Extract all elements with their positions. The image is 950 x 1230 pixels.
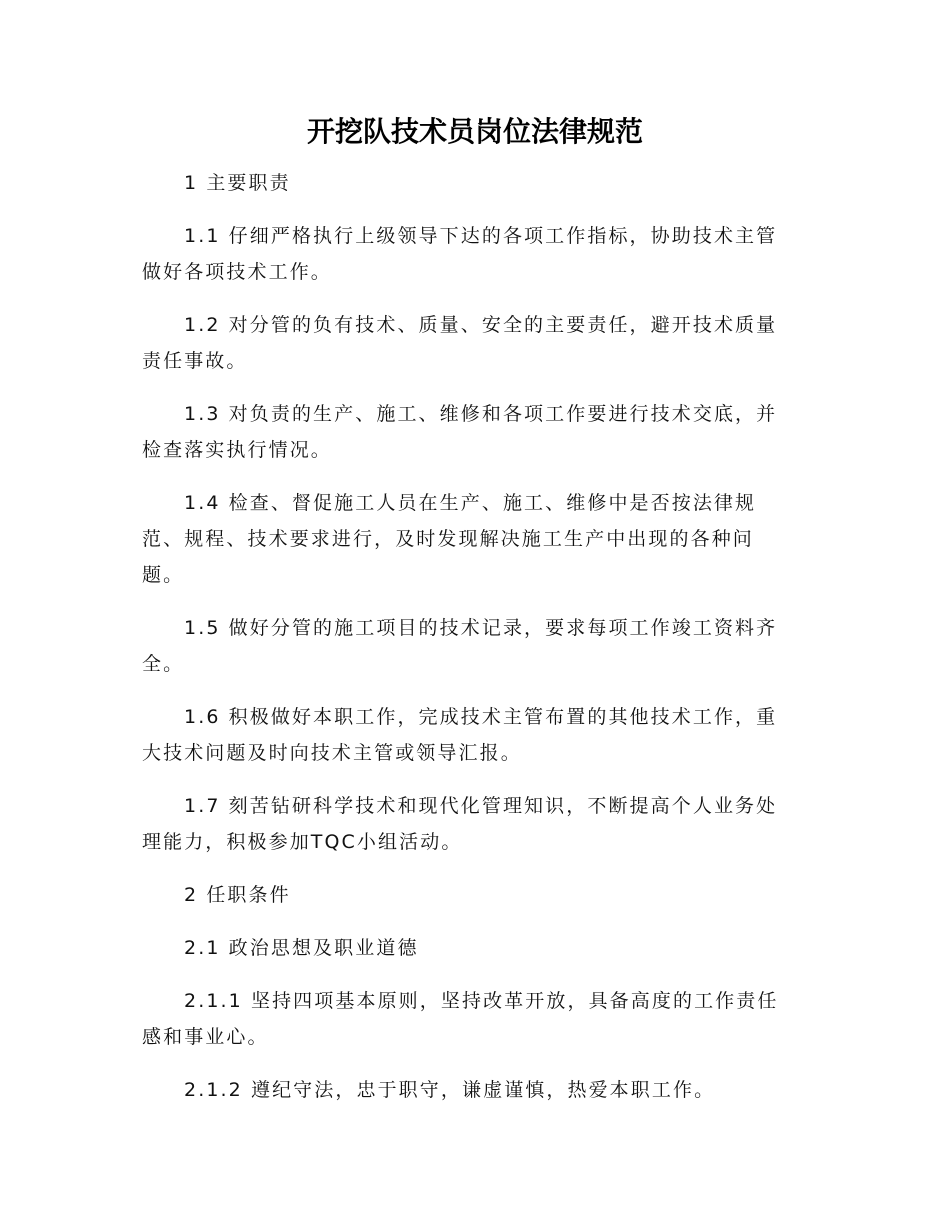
paragraph: 2.1.1 坚持四项基本原则，坚持改革开放，具备高度的工作责任感和事业心。	[142, 990, 779, 1048]
paragraph: 1.1 仔细严格执行上级领导下达的各项工作指标，协助技术主管做好各项技术工作。	[142, 225, 778, 283]
paragraph: 1.7 刻苦钻研科学技术和现代化管理知识，不断提高个人业务处理能力，积极参加TQC小组活动。	[142, 795, 778, 853]
document-title: 开挖队技术员岗位法律规范	[306, 115, 643, 148]
paragraph: 1.5 做好分管的施工项目的技术记录，要求每项工作竣工资料齐全。	[142, 617, 778, 675]
paragraph: 1.4 检查、督促施工人员在生产、施工、维修中是否按法律规范、规程、技术要求进行，及时发现解决施工生产中出现的各种问题。	[142, 492, 757, 586]
paragraph: 1.6 积极做好本职工作，完成技术主管布置的其他技术工作，重大技术问题及时向技术主管或领导汇报。	[142, 706, 778, 764]
document-body	[142, 165, 794, 1125]
section-heading: 2 任职条件	[184, 884, 291, 906]
paragraph: 1.2 对分管的负有技术、质量、安全的主要责任，避开技术质量责任事故。	[142, 314, 778, 372]
subsection-heading: 2.1 政治思想及职业道德	[184, 937, 419, 959]
paragraph: 1.3 对负责的生产、施工、维修和各项工作要进行技术交底，并检查落实执行情况。	[142, 403, 778, 461]
paragraph: 2.1.2 遵纪守法，忠于职守，谦虚谨慎，热爱本职工作。	[184, 1079, 716, 1101]
section-heading: 1 主要职责	[184, 172, 291, 194]
